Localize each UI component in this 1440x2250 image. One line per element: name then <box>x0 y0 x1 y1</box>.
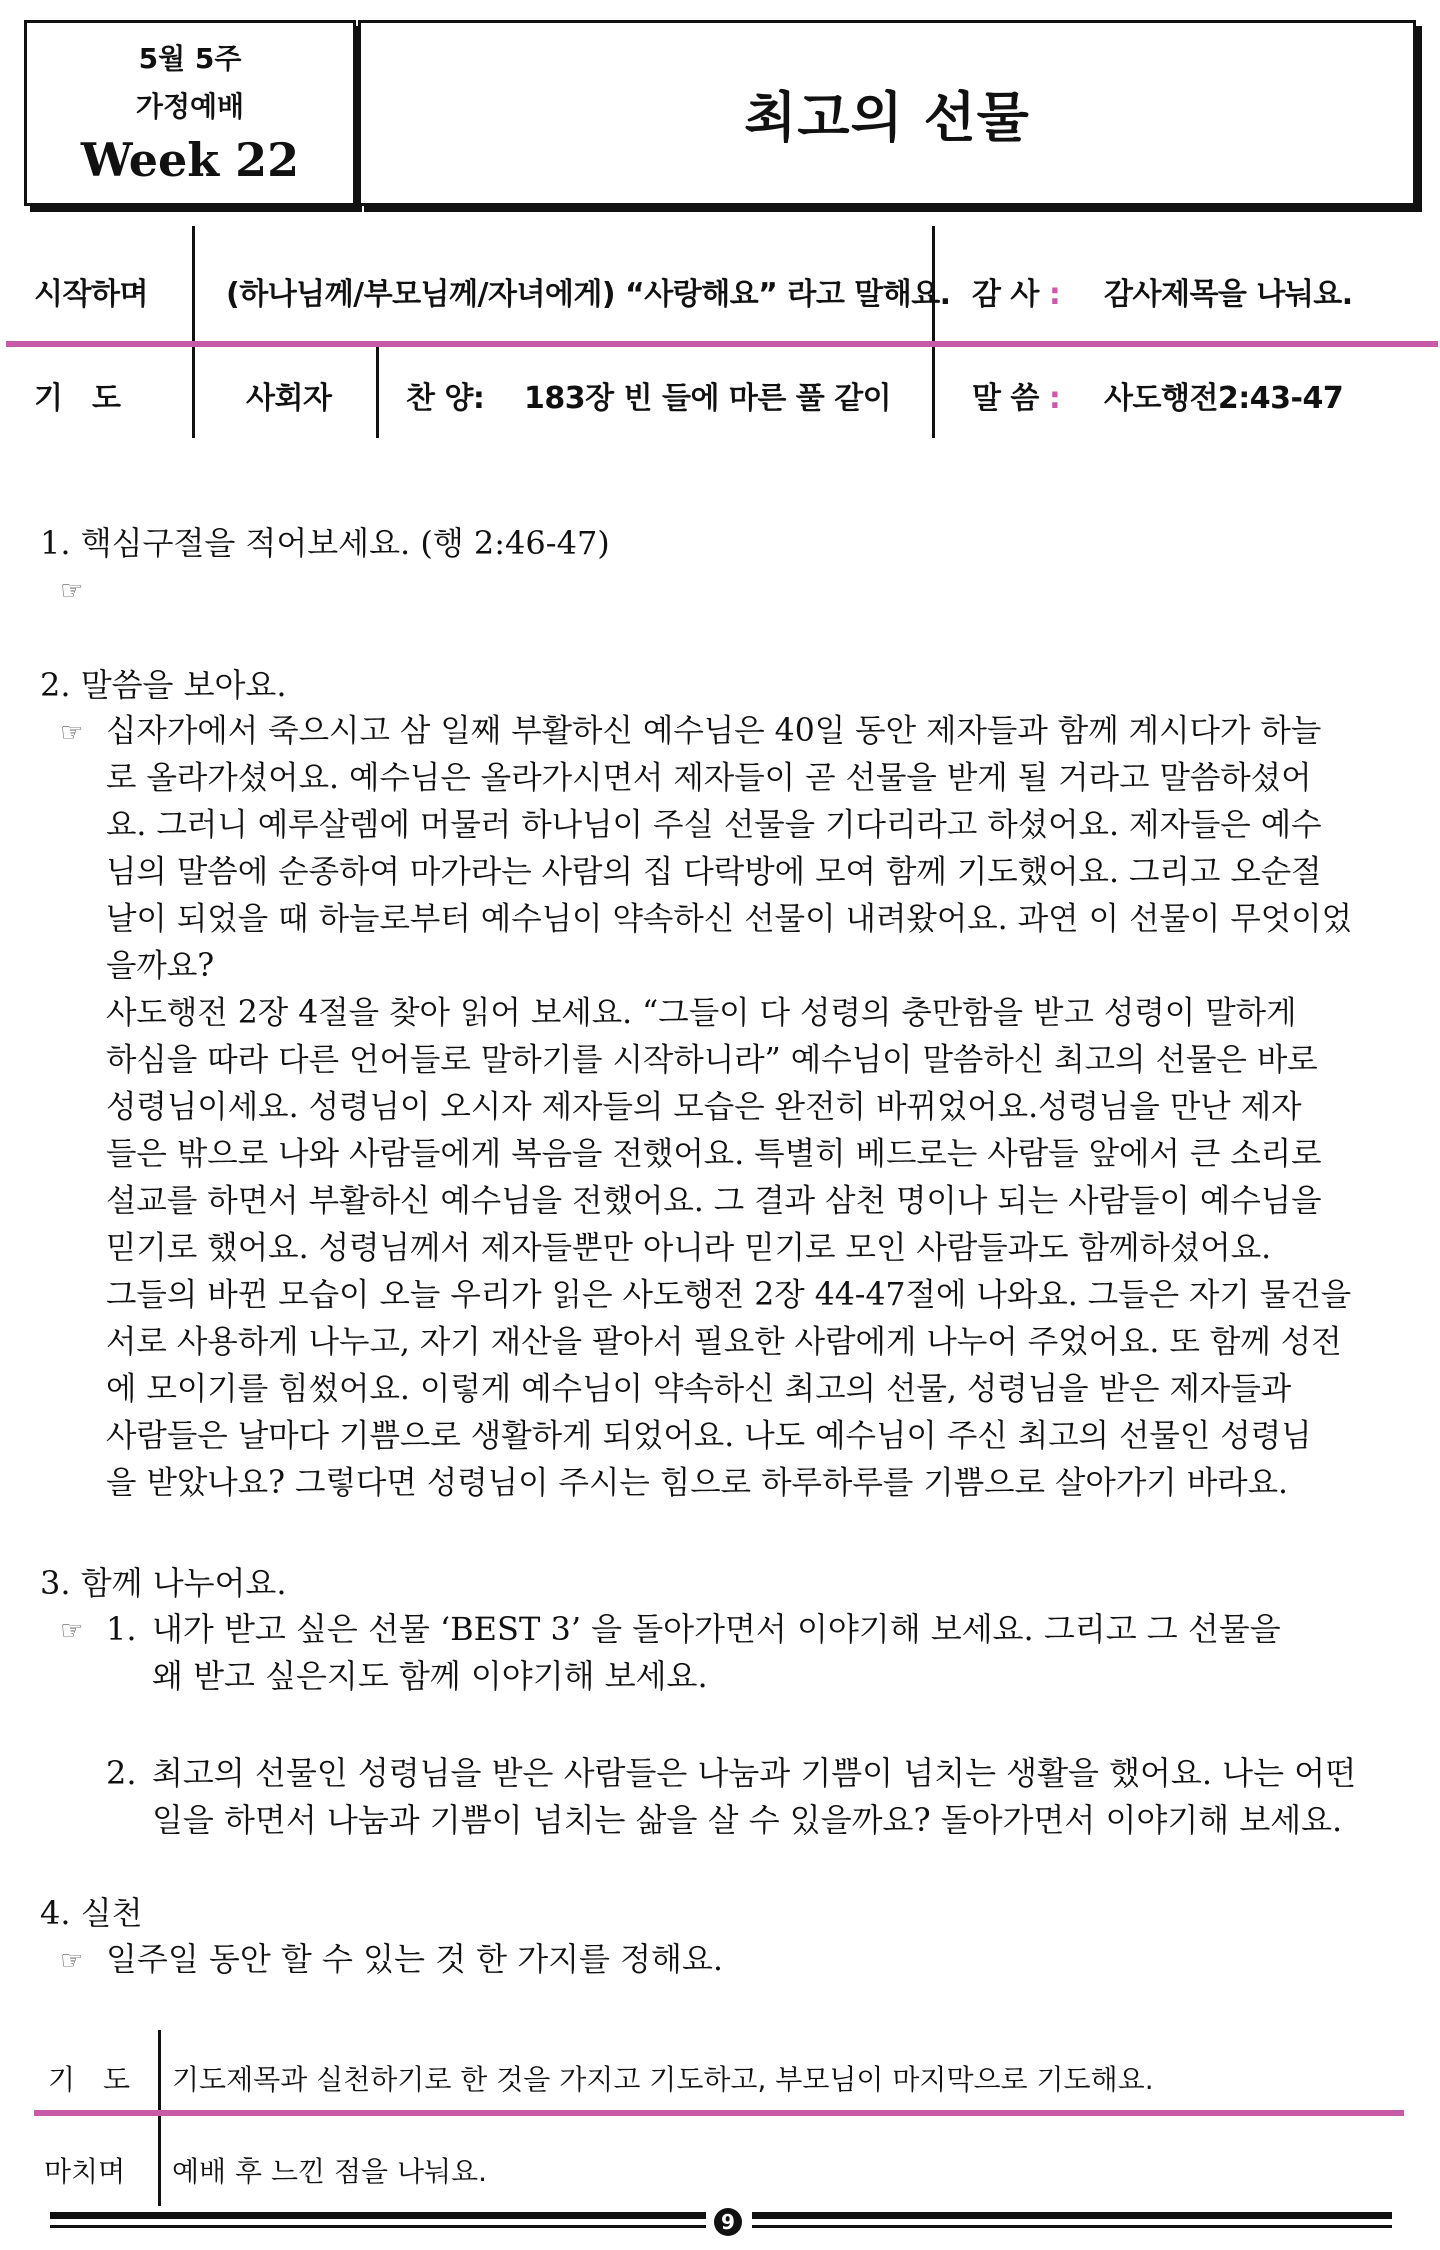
question-2 <box>152 1750 1356 1844</box>
text-line: 님의 말씀에 순종하여 마가라는 사람의 집 다락방에 모여 함께 기도했어요. 그리고 오순절 <box>106 854 1322 890</box>
pointing-hand-icon: ☞ <box>60 576 84 606</box>
page-number: 9 <box>714 2208 742 2236</box>
question-1-number: 1. <box>106 1610 137 1648</box>
start-label: 시작하며 <box>34 277 148 312</box>
footer-rule <box>50 2212 706 2219</box>
text-line: 십자가에서 죽으시고 삼 일째 부활하신 예수님은 40일 동안 제자들과 함께 계시다가 하늘 <box>106 713 1322 749</box>
text-line: 성령님이세요. 성령님이 오시자 제자들의 모습은 완전히 바뀌었어요.성령님을 만난 제자 <box>106 1089 1302 1125</box>
week-date: 5월 5주 <box>138 42 242 75</box>
text-line: 설교를 하면서 부활하신 예수님을 전했어요. 그 결과 삼천 명이나 되는 사람들이 예수님을 <box>106 1183 1322 1219</box>
closing-prayer-content: 기도제목과 실천하기로 한 것을 가지고 기도하고, 부모님이 마지막으로 기도해요. <box>172 2063 1154 2096</box>
text-line: 을 받았나요? 그렇다면 성령님이 주시는 힘으로 하루하루를 기쁨으로 살아가기 바라요. <box>106 1465 1289 1501</box>
page-title: 최고의 선물 <box>744 85 1030 149</box>
word-content: 사도행전2:43-47 <box>1104 381 1344 416</box>
text-line: 하심을 따라 다른 언어들로 말하기를 시작하니라” 예수님이 말씀하신 최고의 선물은 바로 <box>106 1042 1318 1078</box>
prayer-label: 기 도 <box>34 381 121 416</box>
closing-content: 예배 후 느낀 점을 나눠요. <box>172 2155 487 2188</box>
section-2-title: 2. 말씀을 보아요. <box>40 666 287 704</box>
text-line: 그들의 바뀐 모습이 오늘 우리가 읽은 사도행전 2장 44-47절에 나와요. 그들은 자기 물건을 <box>106 1277 1352 1313</box>
hymn-content: 183장 빈 들에 마른 풀 같이 <box>524 381 892 416</box>
text-line: 로 올라가셨어요. 예수님은 올라가시면서 제자들이 곧 선물을 받게 될 거라고 말씀하셨어 <box>106 760 1312 796</box>
section-3-title: 3. 함께 나누어요. <box>40 1564 287 1602</box>
thanks-label: 감 사 : <box>972 277 1061 312</box>
hymn-label: 찬 양: <box>406 381 485 416</box>
section-1-title: 1. 핵심구절을 적어보세요. (행 2:46-47) <box>40 524 610 562</box>
info-row-separator <box>6 341 1438 347</box>
text-line: 날이 되었을 때 하늘로부터 예수님이 약속하신 선물이 내려왔어요. 과연 이 선물이 무엇이었 <box>106 901 1353 937</box>
title-box <box>358 20 1416 206</box>
thanks-colon: : <box>1048 277 1061 312</box>
text-line: 을까요? <box>106 948 215 984</box>
text-line: 내가 받고 싶은 선물 ‘BEST 3’ 을 돌아가면서 이야기해 보세요. 그리고 그 선물을 <box>152 1610 1281 1648</box>
practice-content: 일주일 동안 할 수 있는 것 한 가지를 정해요. <box>106 1940 724 1978</box>
section-4-title: 4. 실천 <box>40 1894 143 1932</box>
text-line: 믿기로 했어요. 성령님께서 제자들뿐만 아니라 믿기로 모인 사람들과도 함께하셨어요. <box>106 1230 1272 1266</box>
text-line: 에 모이기를 힘썼어요. 이렇게 예수님이 약속하신 최고의 선물, 성령님을 받은 제자들과 <box>106 1371 1292 1407</box>
start-content: (하나님께/부모님께/자녀에게) “사랑해요” 라고 말해요. <box>226 277 951 312</box>
text-line: 왜 받고 싶은지도 함께 이야기해 보세요. <box>152 1657 708 1695</box>
text-line: 최고의 선물인 성령님을 받은 사람들은 나눔과 기쁨이 넘치는 생활을 했어요. 나는 어떤 <box>152 1754 1356 1792</box>
text-line: 일을 하면서 나눔과 기쁨이 넘치는 삶을 살 수 있을까요? 돌아가면서 이야기해 보세요. <box>152 1801 1343 1839</box>
text-line: 사람들은 날마다 기쁨으로 생활하게 되었어요. 나도 예수님이 주신 최고의 선물인 성령님 <box>106 1418 1312 1454</box>
text-line: 서로 사용하게 나누고, 자기 재산을 팔아서 필요한 사람에게 나누어 주었어요. 또 함께 성전 <box>106 1324 1342 1360</box>
closing-label: 마치며 <box>44 2155 126 2188</box>
footer-rule <box>50 2225 706 2228</box>
sermon-paragraph-1 <box>106 708 1386 990</box>
text-line: 들은 밖으로 나와 사람들에게 복음을 전했어요. 특별히 베드로는 사람들 앞에서 큰 소리로 <box>106 1136 1322 1172</box>
question-1 <box>152 1606 1281 1700</box>
closing-row-separator <box>34 2110 1404 2116</box>
footer-rule <box>752 2212 1392 2219</box>
pointing-hand-icon: ☞ <box>60 718 84 748</box>
info-divider <box>376 346 379 438</box>
pointing-hand-icon: ☞ <box>60 1616 84 1646</box>
service-type: 가정예배 <box>135 90 245 123</box>
closing-prayer-label: 기 도 <box>48 2063 131 2096</box>
footer-rule <box>752 2225 1392 2228</box>
week-box <box>24 20 356 206</box>
text-line: 사도행전 2장 4절을 찾아 읽어 보세요. “그들이 다 성령의 충만함을 받고 성령이 말하게 <box>106 995 1297 1031</box>
sermon-paragraph-2 <box>106 990 1386 1507</box>
pointing-hand-icon: ☞ <box>60 1946 84 1976</box>
closing-divider <box>158 2030 161 2206</box>
week-label: Week 22 <box>80 133 300 187</box>
info-divider <box>932 226 935 438</box>
word-label: 말 씀 : <box>972 381 1061 416</box>
text-line: 요. 그러니 예루살렘에 머물러 하나님이 주실 선물을 기다리라고 하셨어요. 제자들은 예수 <box>106 807 1322 843</box>
word-colon: : <box>1048 381 1061 416</box>
thanks-content: 감사제목을 나눠요. <box>1104 277 1353 312</box>
question-2-number: 2. <box>106 1754 137 1792</box>
leader-label: 사회자 <box>246 381 332 416</box>
info-divider <box>192 226 195 438</box>
